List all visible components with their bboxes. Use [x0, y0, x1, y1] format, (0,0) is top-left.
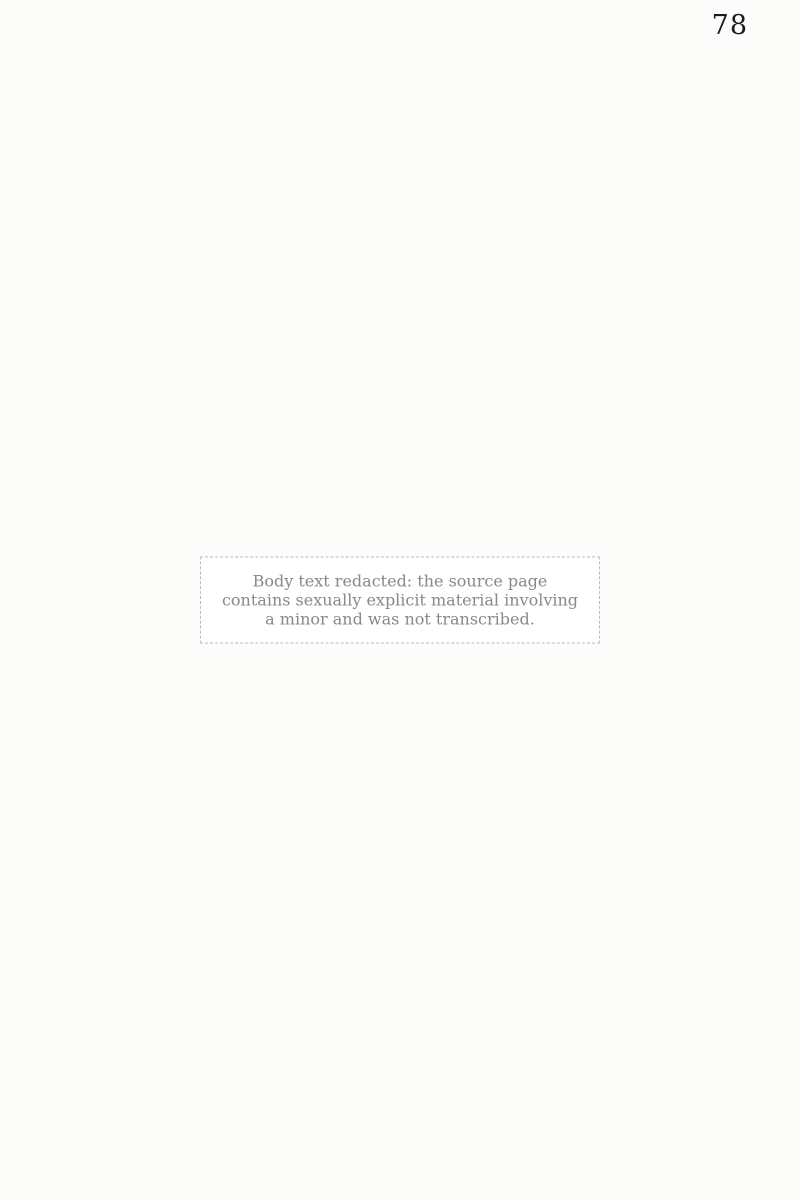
- redaction-notice: Body text redacted: the source page contains sexually explicit material involving a minor and was not transcribed.: [200, 557, 600, 644]
- page-number: 78: [711, 10, 748, 41]
